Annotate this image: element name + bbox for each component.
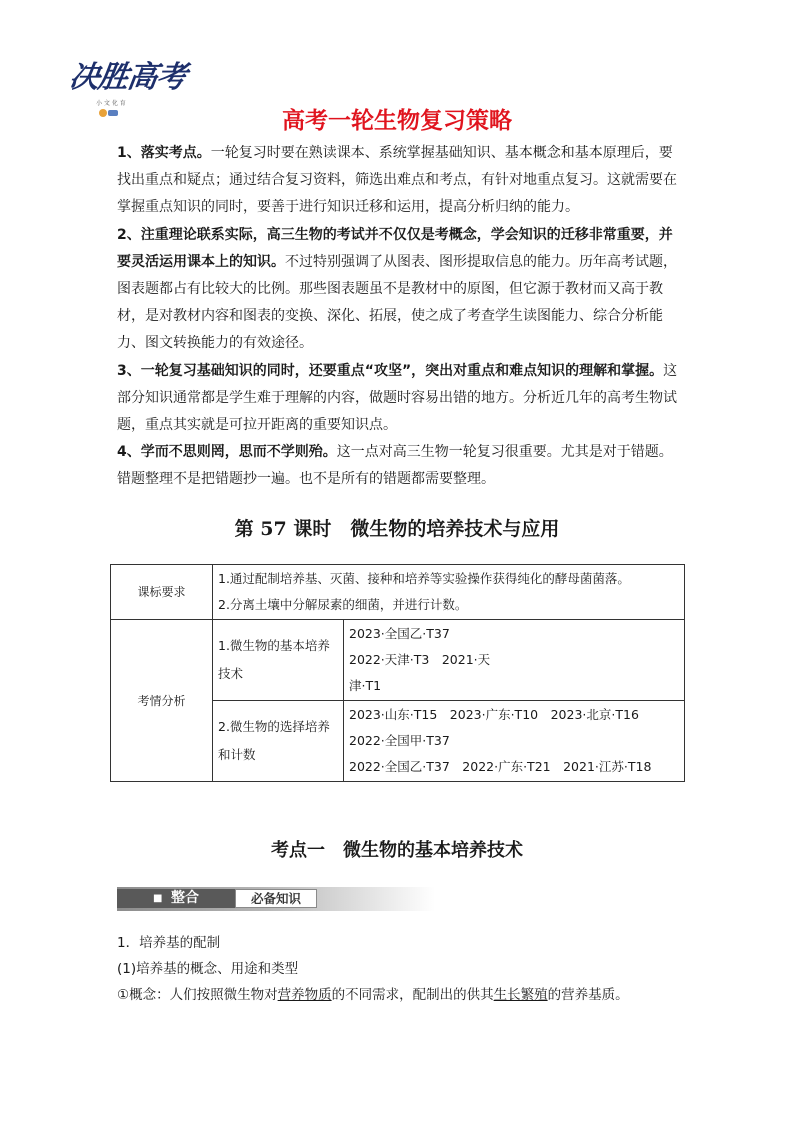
content-line xyxy=(117,982,697,1008)
exam-ref: 津·T1 xyxy=(349,678,382,693)
content-line: 1．培养基的配制 xyxy=(117,935,221,951)
requirements-table xyxy=(110,564,685,782)
exam-ref: 2022·全国乙·T37 2022·广东·T21 2021·江苏·T18 xyxy=(349,759,652,774)
strategy-item xyxy=(117,140,681,222)
analysis-refs-cell xyxy=(344,620,685,701)
section-title: 考点一 微生物的基本培养技术 xyxy=(271,840,523,861)
underlined-term: 营养物质 xyxy=(277,987,332,1003)
content-line: (1)培养基的概念、用途和类型 xyxy=(117,961,299,977)
section-bar-heading: 整合 xyxy=(171,890,199,906)
strategy-item xyxy=(117,358,681,440)
strategy-body: 不过特别强调了从图表、图形提取信息的能力。历年高考试题，图表题都占有比较大的比例。那些图表题虽不是教材中的原图，但它源于教材而又高于教材，是对教材内容和图表的变换、深化、拓展，使之成了考查学生读图能力、综合分析能力、图文转换能力的有效途径。 xyxy=(117,253,677,352)
strategy-lead: 4、学而不思则罔，思而不学则殆。 xyxy=(117,444,337,461)
analysis-topic-cell: 1.微生物的基本培养技术 xyxy=(213,620,344,701)
exam-ref: 2022·天津·T3 2021·天 xyxy=(349,652,491,667)
strategy-body: 一轮复习时要在熟读课本、系统掌握基础知识、基本概念和基本原理后，要找出重点和疑点；通过结合复习资料，筛选出难点和考点，有针对地重点复习。这就需要在掌握重点知识的同时，要善于进行知识迁移和运用，提高分析归纳的能力。 xyxy=(117,145,677,216)
strategy-lead: 2、注重理论联系实际，高三生物的考试并不仅仅是考概念，学会知识的迁移非常重要，并要灵活运用课本上的知识。 xyxy=(117,226,673,270)
strategy-lead: 3、一轮复习基础知识的同时，还要重点“攻坚”，突出对重点和难点知识的理解和掌握。 xyxy=(117,362,664,379)
text-run: ①概念：人们按照微生物对 xyxy=(117,987,278,1003)
exam-ref: 2023·山东·T15 2023·广东·T10 2023·北京·T16 xyxy=(349,707,639,722)
exam-ref: 2023·全国乙·T37 xyxy=(349,626,450,641)
square-bullet-icon: ■ xyxy=(153,893,163,904)
table-row xyxy=(111,620,685,701)
exam-ref: 2022·全国甲·T37 xyxy=(349,733,450,748)
section-bar xyxy=(117,887,435,911)
req-header-cell: 课标要求 xyxy=(111,565,213,620)
lesson-title: 第 57 课时 微生物的培养技术与应用 xyxy=(234,518,560,540)
section-bar-label xyxy=(117,889,235,908)
strategy-lead: 1、落实考点。 xyxy=(117,145,211,161)
strategy-body: 这一点对高三生物一轮复习很重要。尤其是对于错题。错题整理不是把错题抄一遍。也不是所有的错题都需要整理。 xyxy=(117,444,673,488)
section-bar-tag: 必备知识 xyxy=(235,889,317,908)
analysis-header-cell: 考情分析 xyxy=(111,620,213,782)
text-run: 的不同需求，配制出的供其 xyxy=(331,987,494,1003)
req-items-cell xyxy=(213,565,685,620)
strategy-item xyxy=(117,439,681,493)
analysis-topic-cell: 2.微生物的选择培养和计数 xyxy=(213,701,344,782)
strategy-item xyxy=(117,222,681,358)
logo-subtext: 小 文 化 育 xyxy=(96,100,126,107)
req-item: 2.分离土壤中分解尿素的细菌，并进行计数。 xyxy=(218,597,468,612)
underlined-term: 生长繁殖 xyxy=(493,987,548,1003)
req-item: 1.通过配制培养基、灭菌、接种和培养等实验操作获得纯化的酵母菌菌落。 xyxy=(218,571,630,586)
page-title: 高考一轮生物复习策略 xyxy=(282,108,512,134)
text-run: 的营养基质。 xyxy=(547,987,629,1003)
table-row xyxy=(111,565,685,620)
content-body xyxy=(117,930,697,1008)
analysis-refs-cell xyxy=(344,701,685,782)
logo-text: 决胜高考 xyxy=(67,60,188,95)
strategy-list xyxy=(117,140,681,494)
strategy-body: 这部分知识通常都是学生难于理解的内容，做题时容易出错的地方。分析近几年的高考生物试题，重点其实就是可拉开距离的重要知识点。 xyxy=(117,362,678,434)
